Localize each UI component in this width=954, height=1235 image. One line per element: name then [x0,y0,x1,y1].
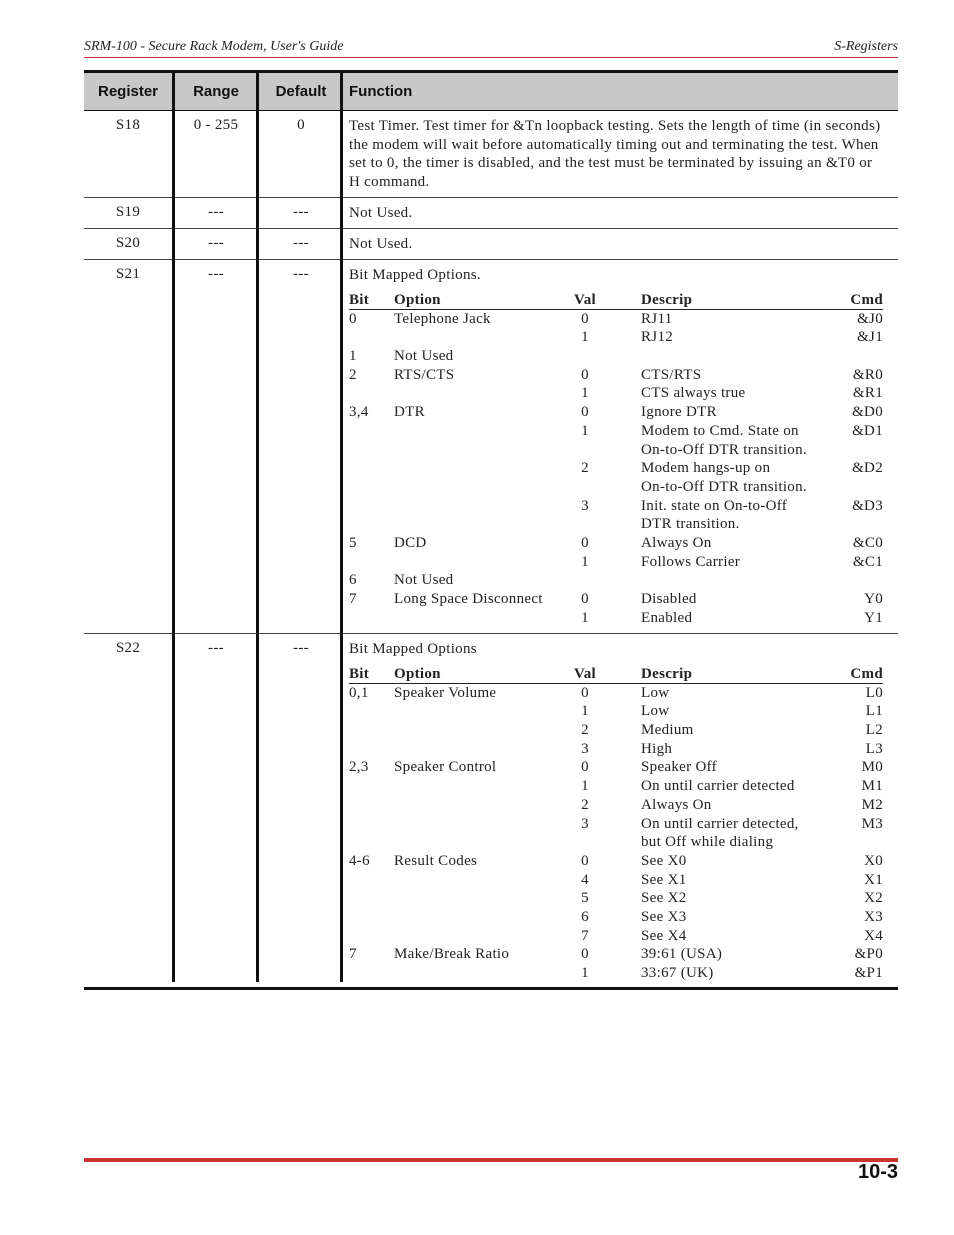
option-val-cell: 0 [581,366,589,383]
function-cell [349,204,885,223]
option-val-cell: 3 [581,497,589,514]
option-option-cell: Not Used [394,572,454,589]
running-header-title: SRM-100 - Secure Rack Modem, User's Guide [84,39,344,54]
option-row [349,515,883,534]
option-descrip-cell: RJ12 [641,329,674,346]
option-cmd-cell: X3 [864,908,883,925]
option-row [349,366,883,385]
function-cell [349,117,885,192]
option-val-cell: 0 [581,852,589,869]
register-cell: S20 [115,235,141,251]
option-descrip-cell: Always On [641,534,712,551]
page-number: 10-3 [857,1161,898,1183]
option-row [349,702,883,721]
register-cell: S22 [115,640,141,656]
table-header [84,70,898,111]
option-cmd-cell: &D0 [852,404,883,421]
option-descrip-cell: Disabled [641,591,697,608]
option-val-cell: 3 [581,740,589,757]
option-row [349,852,883,871]
option-option-cell: Long Space Disconnect [394,591,543,608]
option-row [349,478,883,497]
option-bit-cell: 7 [349,591,357,608]
option-row [349,889,883,908]
default-cell: --- [293,235,309,251]
option-row [349,815,883,834]
option-header-bit: Bit [349,291,370,308]
option-cmd-cell: &P1 [854,965,883,982]
option-val-cell: 5 [581,890,589,907]
option-val-cell: 2 [581,460,589,477]
option-option-cell: Speaker Control [394,759,497,776]
option-row [349,721,883,740]
range-cell: --- [208,640,224,656]
function-text: Bit Mapped Options [349,641,477,657]
option-descrip-cell: 33:67 (UK) [641,965,714,982]
option-bit-cell: 3,4 [349,404,369,421]
option-val-cell: 2 [581,796,589,813]
column-divider [340,70,343,982]
option-val-cell: 0 [581,310,589,327]
option-option-cell: DTR [394,404,425,421]
option-descrip-cell: See X1 [641,871,687,888]
option-val-cell: 2 [581,722,589,739]
option-row [349,328,883,347]
range-cell: --- [208,266,224,282]
option-row [349,945,883,964]
option-descrip-cell: Low [641,703,670,720]
option-descrip-cell: RJ11 [641,310,673,327]
option-row [349,927,883,946]
column-divider [256,70,259,982]
option-cmd-cell: Y0 [864,591,883,608]
range-cell: 0 - 255 [193,117,239,133]
option-cmd-cell: &R0 [852,366,883,383]
option-val-cell: 0 [581,759,589,776]
option-descrip-cell: On-to-Off DTR transition. [641,478,807,495]
register-cell: S19 [115,204,141,220]
option-row [349,833,883,852]
option-bit-cell: 2,3 [349,759,369,776]
option-descrip-cell: Speaker Off [641,759,717,776]
option-cmd-cell: &D3 [852,497,883,514]
option-descrip-cell: CTS always true [641,385,746,402]
option-descrip-cell: On until carrier detected [641,778,795,795]
option-header-val: Val [573,665,597,682]
option-val-cell: 0 [581,404,589,421]
option-bit-cell: 0,1 [349,684,369,701]
option-row [349,347,883,366]
default-cell: --- [293,640,309,656]
column-header-default: Default [275,83,327,100]
option-cmd-cell: &J0 [857,310,883,327]
option-header-descrip: Descrip [641,291,693,308]
table-row-s19 [84,198,898,229]
register-cell: S18 [115,117,141,133]
option-row [349,908,883,927]
s-registers-table [84,70,898,990]
default-cell: --- [293,266,309,282]
option-cmd-cell: &C0 [852,534,883,551]
option-row [349,964,883,983]
option-row [349,609,883,628]
option-descrip-cell: Enabled [641,609,693,626]
function-cell [349,640,885,983]
option-option-cell: Telephone Jack [394,310,491,327]
option-bit-cell: 1 [349,348,357,365]
option-row [349,403,883,422]
option-cmd-cell: Y1 [864,609,883,626]
option-cmd-cell: &R1 [852,385,883,402]
column-header-range: Range [193,83,239,100]
option-option-cell: Not Used [394,348,454,365]
option-header-val: Val [573,291,597,308]
column-header-register: Register [97,83,159,100]
option-option-cell: RTS/CTS [394,366,455,383]
option-cmd-cell: &D2 [852,460,883,477]
option-row [349,796,883,815]
option-val-cell: 6 [581,908,589,925]
table-row-s22 [84,634,898,990]
bit-options-table [349,665,883,983]
option-descrip-cell: On until carrier detected, [641,815,799,832]
option-descrip-cell: See X3 [641,908,687,925]
option-descrip-cell: Modem hangs-up on [641,460,771,477]
option-val-cell: 1 [581,329,589,346]
option-cmd-cell: M3 [861,815,883,832]
function-text: Not Used. [349,205,413,221]
option-header-cmd: Cmd [850,665,883,682]
table-row-s21 [84,260,898,634]
option-header-descrip: Descrip [641,665,693,682]
option-header-option: Option [394,665,441,682]
option-val-cell: 0 [581,946,589,963]
option-descrip-cell: Low [641,684,670,701]
option-descrip-cell: Always On [641,796,712,813]
option-val-cell: 0 [581,534,589,551]
option-descrip-cell: CTS/RTS [641,366,702,383]
option-val-cell: 1 [581,609,589,626]
option-row [349,497,883,516]
option-val-cell: 0 [581,591,589,608]
bit-options-header [349,665,883,684]
option-cmd-cell: &J1 [857,329,883,346]
option-cmd-cell: L0 [865,684,883,701]
option-val-cell: 0 [581,684,589,701]
option-cmd-cell: X4 [864,927,883,944]
option-row [349,571,883,590]
option-descrip-cell: Follows Carrier [641,553,741,570]
option-descrip-cell: See X2 [641,890,687,907]
default-cell: 0 [297,117,305,133]
option-row [349,534,883,553]
option-row [349,310,883,329]
option-row [349,871,883,890]
table-row-s18 [84,111,898,198]
column-divider [172,70,175,982]
option-bit-cell: 0 [349,310,357,327]
option-option-cell: DCD [394,534,427,551]
header-rule [84,57,898,58]
default-cell: --- [293,204,309,220]
option-descrip-cell: Ignore DTR [641,404,717,421]
option-descrip-cell: Medium [641,722,694,739]
option-cmd-cell: L1 [865,703,883,720]
option-val-cell: 1 [581,422,589,439]
option-cmd-cell: M2 [861,796,883,813]
range-cell: --- [208,235,224,251]
option-row [349,758,883,777]
option-row [349,384,883,403]
option-cmd-cell: L2 [865,722,883,739]
function-text: Bit Mapped Options. [349,267,481,283]
option-cmd-cell: X1 [864,871,883,888]
register-cell: S21 [115,266,141,282]
option-val-cell: 1 [581,553,589,570]
option-cmd-cell: &D1 [852,422,883,439]
option-val-cell: 4 [581,871,589,888]
option-row [349,740,883,759]
option-bit-cell: 2 [349,366,357,383]
option-row [349,459,883,478]
option-row [349,441,883,460]
option-descrip-cell: Modem to Cmd. State on [641,422,799,439]
option-cmd-cell: &P0 [854,946,883,963]
option-descrip-cell: See X4 [641,927,687,944]
option-header-bit: Bit [349,665,370,682]
option-cmd-cell: M1 [861,778,883,795]
option-val-cell: 1 [581,385,589,402]
option-descrip-cell: On-to-Off DTR transition. [641,441,807,458]
option-val-cell: 1 [581,965,589,982]
option-row [349,553,883,572]
option-bit-cell: 6 [349,572,357,589]
function-cell [349,266,885,627]
function-text: Test Timer. Test timer for &Tn loopback testing. Sets the length of time (in seconds) the modem will wait before automatically timing out and terminating the test. When set to 0, the timer is disabled, and the test must be terminated by issuing an &T0 or H command. [349,118,881,191]
option-descrip-cell: High [641,740,673,757]
option-header-option: Option [394,291,441,308]
option-val-cell: 3 [581,815,589,832]
option-row [349,684,883,703]
option-option-cell: Make/Break Ratio [394,946,510,963]
option-header-cmd: Cmd [850,291,883,308]
option-option-cell: Speaker Volume [394,684,497,701]
option-descrip-cell: but Off while dialing [641,834,774,851]
function-text: Not Used. [349,236,413,252]
function-cell [349,235,885,254]
option-cmd-cell: L3 [865,740,883,757]
option-descrip-cell: 39:61 (USA) [641,946,723,963]
table-row-s20 [84,229,898,260]
option-val-cell: 1 [581,778,589,795]
bit-options-table [349,291,883,628]
option-cmd-cell: X2 [864,890,883,907]
option-bit-cell: 5 [349,534,357,551]
footer-rule [84,1158,898,1162]
option-option-cell: Result Codes [394,852,478,869]
column-header-function: Function [349,83,413,100]
range-cell: --- [208,204,224,220]
bit-options-header [349,291,883,310]
option-cmd-cell: X0 [864,852,883,869]
option-row [349,590,883,609]
option-row [349,777,883,796]
option-cmd-cell: &C1 [852,553,883,570]
option-bit-cell: 7 [349,946,357,963]
running-header-section: S-Registers [834,39,898,54]
option-val-cell: 7 [581,927,589,944]
option-row [349,422,883,441]
option-descrip-cell: DTR transition. [641,516,740,533]
option-descrip-cell: See X0 [641,852,687,869]
option-val-cell: 1 [581,703,589,720]
option-cmd-cell: M0 [861,759,883,776]
option-descrip-cell: Init. state on On-to-Off [641,497,788,514]
option-bit-cell: 4-6 [349,852,370,869]
